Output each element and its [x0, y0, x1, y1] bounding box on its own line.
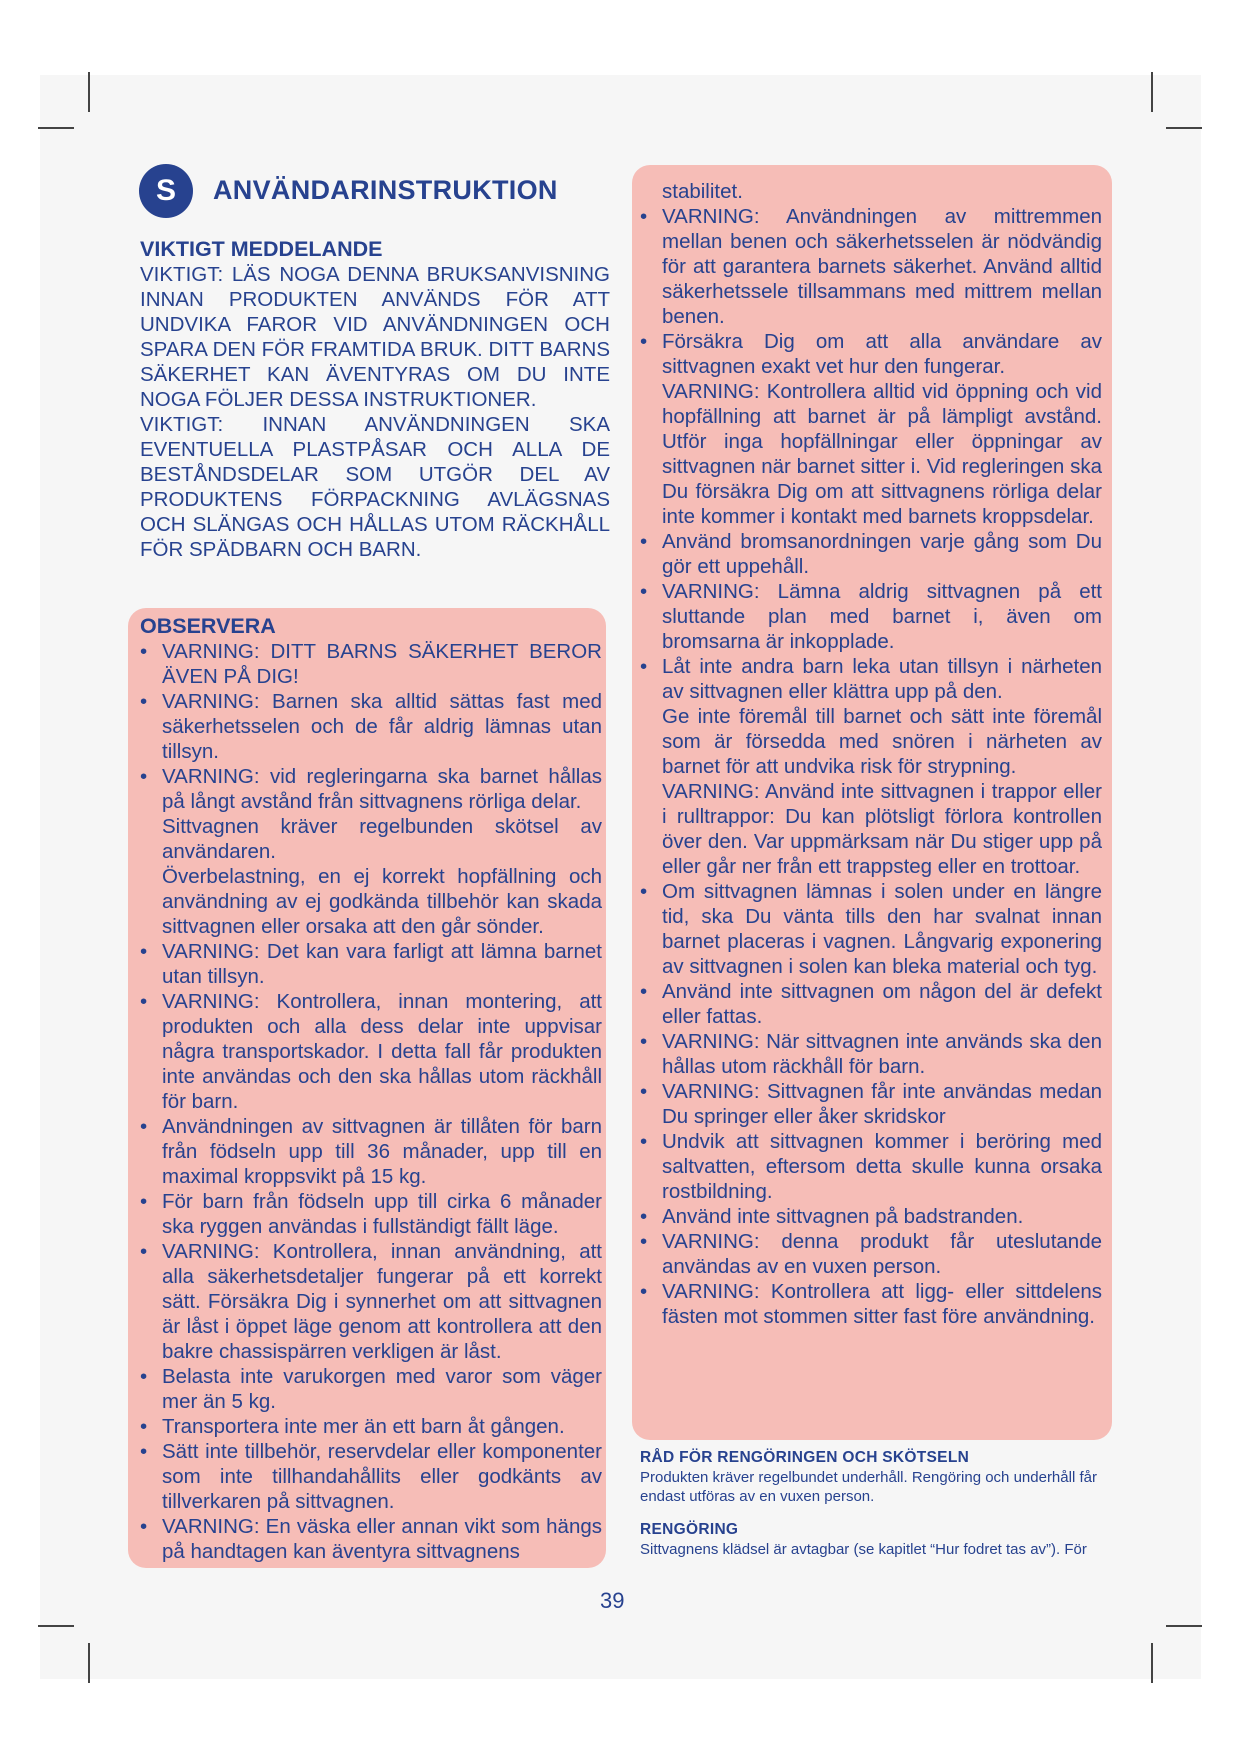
crop-mark	[88, 72, 90, 112]
list-item: Överbelastning, en ej korrekt hopfällning och användning av ej godkända tillbehör kan skada sittvagnen eller orsaka att den går sönder.	[162, 865, 602, 938]
important-paragraph-1: VIKTIGT: LÄS NOGA DENNA BRUKSANVISNING INNAN PRODUKTEN ANVÄNDS FÖR ATT UNDVIKA FAROR VID ANVÄNDNINGEN OCH SPARA DEN FÖR FRAMTIDA BRUK. DITT BARNS SÄKERHET KAN ÄVENTYRAS OM DU INTE NOGA FÖLJER DESSA INSTRUKTIONER.	[140, 263, 610, 411]
list-item: • Använd inte sittvagnen på badstranden.	[640, 1204, 1102, 1229]
list-item: • VARNING: En väska eller annan vikt som hängs på handtagen kan äventyra sittvagnens	[140, 1514, 602, 1564]
care-section	[640, 1448, 1110, 1559]
list-item: • Transportera inte mer än ett barn åt gången.	[140, 1414, 602, 1439]
list-item: • VARNING: Sittvagnen får inte användas medan Du springer eller åker skridskor	[640, 1079, 1102, 1129]
crop-mark	[1151, 72, 1153, 112]
crop-mark	[1151, 1643, 1153, 1683]
crop-mark	[1166, 127, 1202, 129]
warnings-list	[640, 204, 1102, 1329]
care-text: Produkten kräver regelbundet underhåll. Rengöring och underhåll får endast utföras av en vuxen person.	[640, 1469, 1097, 1505]
list-item: • Använd bromsanordningen varje gång som Du gör ett uppehåll.	[640, 529, 1102, 579]
list-item: • Undvik att sittvagnen kommer i beröring med saltvatten, eftersom detta skulle kunna orsaka rostbildning.	[640, 1129, 1102, 1204]
list-item: • Försäkra Dig om att alla användare av sittvagnen exakt vet hur den fungerar.	[640, 329, 1102, 379]
list-item: • VARNING: Kontrollera, innan montering, att produkten och alla dess delar inte uppvisar några transportskador. I detta fall får produkten inte användas och den ska hållas utom räckhåll för barn.	[140, 989, 602, 1114]
language-badge: S	[139, 164, 193, 218]
list-item: • VARNING: Det kan vara farligt att lämna barnet utan tillsyn.	[140, 939, 602, 989]
continued-text: stabilitet.	[662, 180, 743, 203]
observe-box	[128, 608, 606, 1568]
list-item: • Belasta inte varukorgen med varor som väger mer än 5 kg.	[140, 1364, 602, 1414]
crop-mark	[38, 127, 74, 129]
page-number: 39	[600, 1588, 625, 1613]
list-item: VARNING: Använd inte sittvagnen i trappor eller i rulltrappor: Du kan plötsligt förlora kontrollen över den. Var uppmärksam när Du stiger upp på eller går ner från ett trappsteg eller en trottoar.	[662, 780, 1102, 878]
list-item: • Användningen av sittvagnen är tillåten för barn från födseln upp till 36 månader, upp till en maximal kroppsvikt på 15 kg.	[140, 1114, 602, 1189]
list-item: • VARNING: Användningen av mittremmen mellan benen och säkerhetsselen är nödvändig för att garantera barnets säkerhet. Använd alltid säkerhetssele tillsammans med mittrem mellan benen.	[640, 204, 1102, 329]
list-item: • VARNING: Kontrollera att ligg- eller sittdelens fästen mot stommen sitter fast före användning.	[640, 1279, 1102, 1329]
cleaning-text: Sittvagnens klädsel är avtagbar (se kapitlet “Hur fodret tas av”). För	[640, 1541, 1087, 1558]
list-item: • Sätt inte tillbehör, reservdelar eller komponenter som inte tillhandahållits eller godkänts av tillverkaren på sittvagnen.	[140, 1439, 602, 1514]
important-notice	[140, 237, 610, 562]
important-heading: VIKTIGT MEDDELANDE	[140, 237, 383, 261]
list-item: • Om sittvagnen lämnas i solen under en längre tid, ska Du vänta tills den har svalnat innan barnet placeras i vagnen. Långvarig exponering av sittvagnen i solen kan bleka material och tyg.	[640, 879, 1102, 979]
list-item: • VARNING: vid regleringarna ska barnet hållas på långt avstånd från sittvagnens rörliga delar.	[140, 764, 602, 814]
list-item: Sittvagnen kräver regelbunden skötsel av användaren.	[162, 815, 602, 863]
list-item: • VARNING: denna produkt får uteslutande användas av en vuxen person.	[640, 1229, 1102, 1279]
list-item: Ge inte föremål till barnet och sätt inte föremål som är försedda med snören i närheten av barnet för att undvika risk för strypning.	[662, 705, 1102, 778]
list-item: VARNING: Kontrollera alltid vid öppning och vid hopfällning att barnet är på lämpligt avstånd. Utför inga hopfällningar eller öppningar av sittvagnen när barnet sitter i. Vid regleringen ska Du försäkra Dig om att sittvagnens rörliga delar inte kommer i kontakt med barnets kroppsdelar.	[662, 380, 1102, 528]
list-item: • VARNING: När sittvagnen inte används ska den hållas utom räckhåll för barn.	[640, 1029, 1102, 1079]
list-item: • Låt inte andra barn leka utan tillsyn i närheten av sittvagnen eller klättra upp på den.	[640, 654, 1102, 704]
crop-mark	[88, 1643, 90, 1683]
list-item: • Använd inte sittvagnen om någon del är defekt eller fattas.	[640, 979, 1102, 1029]
cleaning-heading: RENGÖRING	[640, 1521, 739, 1538]
warnings-box	[632, 165, 1112, 1440]
list-item: • VARNING: Barnen ska alltid sättas fast med säkerhetsselen och de får aldrig lämnas utan tillsyn.	[140, 689, 602, 764]
crop-mark	[1166, 1625, 1202, 1627]
list-item: • VARNING: Lämna aldrig sittvagnen på ett sluttande plan med barnet i, även om bromsarna är inkopplade.	[640, 579, 1102, 654]
observe-heading: OBSERVERA	[140, 614, 276, 638]
crop-mark	[38, 1625, 74, 1627]
page-title: ANVÄNDARINSTRUKTION	[213, 175, 558, 205]
important-paragraph-2: VIKTIGT: INNAN ANVÄNDNINGEN SKA EVENTUELLA PLASTPÅSAR OCH ALLA DE BESTÅNDSDELAR SOM UTGÖR DEL AV PRODUKTENS FÖRPACKNING AVLÄGSNAS OCH SLÄNGAS OCH HÅLLAS UTOM RÄCKHÅLL FÖR SPÄDBARN OCH BARN.	[140, 413, 610, 561]
list-item: • För barn från födseln upp till cirka 6 månader ska ryggen användas i fullständigt fällt läge.	[140, 1189, 602, 1239]
observe-list	[140, 639, 602, 1564]
list-item: • VARNING: DITT BARNS SÄKERHET BEROR ÄVEN PÅ DIG!	[140, 639, 602, 689]
list-item: • VARNING: Kontrollera, innan användning, att alla säkerhetsdetaljer fungerar på ett korrekt sätt. Försäkra Dig i synnerhet om att sittvagnen är låst i öppet läge genom att kontrollera att den bakre chassispärren verkligen är låst.	[140, 1239, 602, 1364]
care-heading: RÅD FÖR RENGÖRINGEN OCH SKÖTSELN	[640, 1449, 970, 1466]
